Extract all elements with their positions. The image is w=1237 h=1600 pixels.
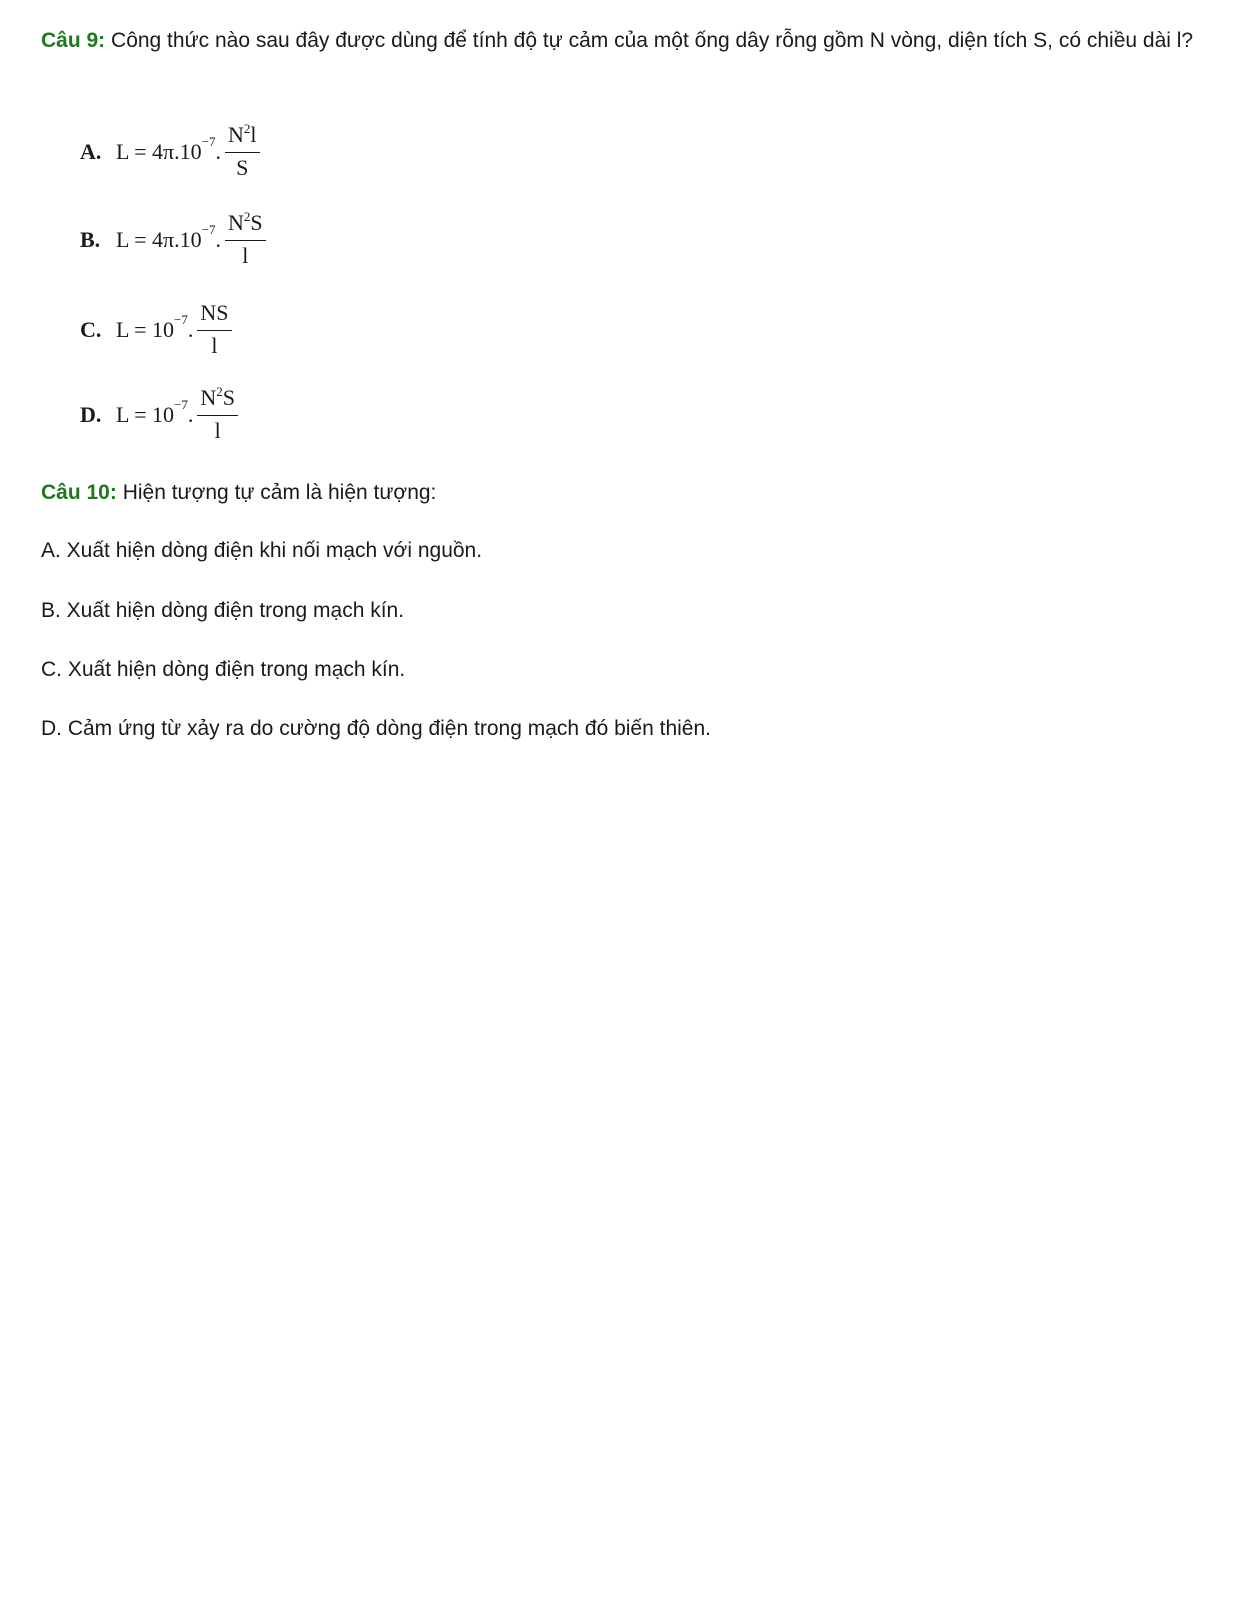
option-d-fraction <box>197 385 238 445</box>
question-10-text: Hiện tượng tự cảm là hiện tượng: <box>116 481 437 504</box>
option-b-fraction <box>225 210 266 270</box>
option-c-denominator: l <box>211 333 218 358</box>
question-9-label: Câu 9: <box>41 29 106 52</box>
option-b-exponent: −7 <box>201 222 216 237</box>
option-a-denominator: S <box>236 155 249 180</box>
option-d: D. L = 10 −7 . $\frac{N^2S}{l}$ <box>80 380 238 450</box>
option-d-numerator: $N^2S$ <box>197 385 238 416</box>
option-a: A. L = 4π.10 −7 . $\frac{N^2l}{S}$ <box>80 117 260 187</box>
answer-d: D. Cảm ứng từ xảy ra do cường độ dòng điện trong mạch đó biến thiên. <box>41 717 711 740</box>
option-a-numerator: $N^2l$ <box>225 122 260 153</box>
option-a-lhs: L = 4π.10 <box>116 139 202 164</box>
option-a-exponent: −7 <box>201 134 216 149</box>
option-d-exponent: −7 <box>174 397 188 412</box>
answer-c: C. Xuất hiện dòng điện trong mạch kín. <box>41 658 406 681</box>
option-a-letter: A. <box>80 139 102 164</box>
option-a-fraction <box>225 122 260 182</box>
question-10-label: Câu 10: <box>41 481 117 504</box>
answer-b: B. Xuất hiện dòng điện trong mạch kín. <box>41 599 405 622</box>
option-c: C. L = 10 −7 . $\frac{NS}{l}$ <box>80 295 232 365</box>
option-b-letter: B. <box>80 227 101 252</box>
option-b: B. L = 4π.10 −7 . $\frac{N^2S}{l}$ <box>80 205 266 275</box>
question-9-text: Công thức nào sau đây được dùng để tính độ tự cảm của một ống dây rỗng gồm N vòng, diện tích S, có chiều dài l? <box>105 29 1194 52</box>
option-c-exponent: −7 <box>174 312 188 327</box>
option-c-lhs: L = 10 <box>116 317 175 342</box>
option-c-numerator: NS <box>197 300 231 331</box>
question-10 <box>41 476 1201 510</box>
question-9 <box>41 24 1201 58</box>
option-b-numerator: $N^2S$ <box>225 210 266 241</box>
option-d-letter: D. <box>80 402 102 427</box>
option-c-fraction <box>197 300 231 360</box>
option-d-lhs: L = 10 <box>116 402 175 427</box>
answer-a: A. Xuất hiện dòng điện khi nối mạch với nguồn. <box>41 539 483 562</box>
option-b-lhs: L = 4π.10 <box>116 227 202 252</box>
option-d-denominator: l <box>214 418 221 443</box>
option-b-denominator: l <box>242 243 249 268</box>
option-c-letter: C. <box>80 317 102 342</box>
